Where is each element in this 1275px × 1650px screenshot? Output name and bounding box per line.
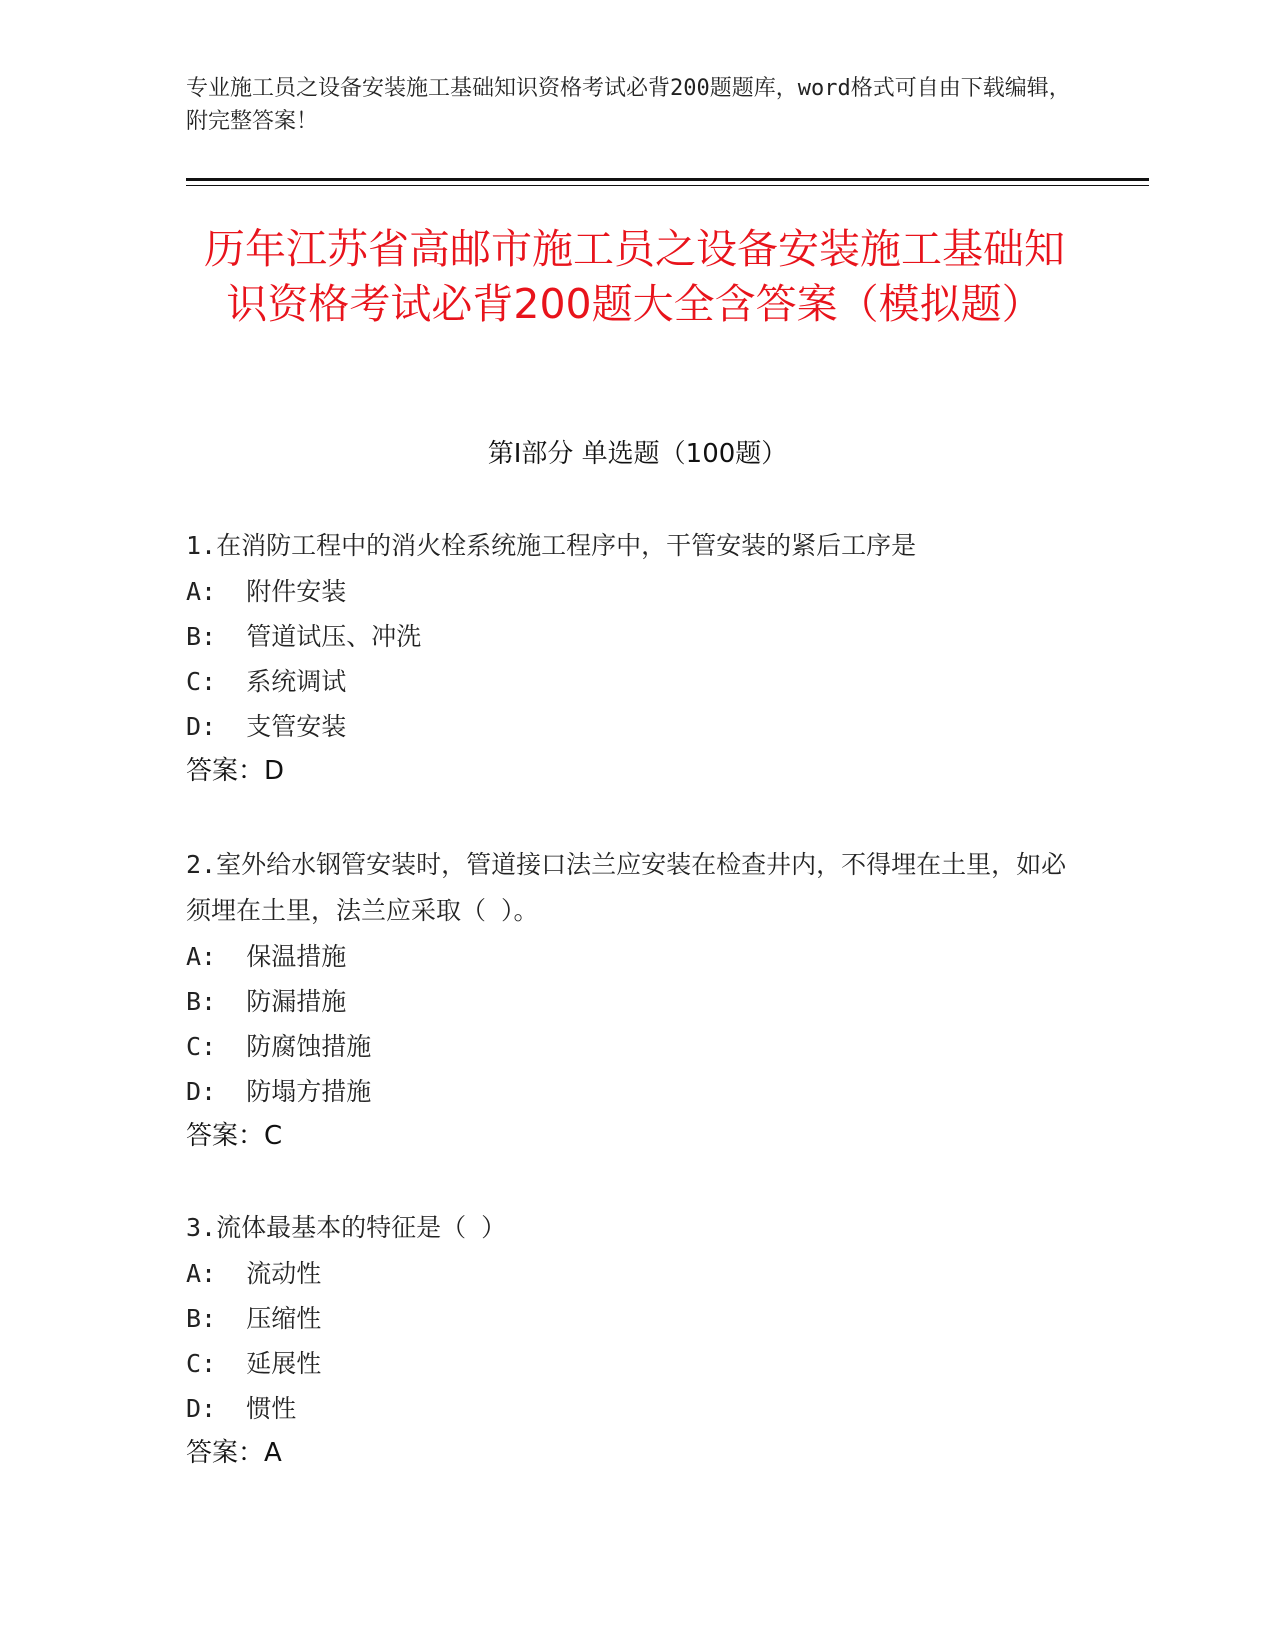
option-b: B: 压缩性	[186, 1304, 322, 1333]
option-d: D: 惯性	[186, 1394, 297, 1423]
header-divider-thin	[186, 185, 1149, 186]
option-a: A: 流动性	[186, 1259, 322, 1288]
option-d: D: 支管安装	[186, 712, 347, 741]
option-c: C: 防腐蚀措施	[186, 1032, 372, 1061]
question-block	[186, 523, 1086, 794]
option-b: B: 管道试压、冲洗	[186, 622, 422, 651]
question-block	[186, 842, 1086, 1159]
header-note: 专业施工员之设备安装施工基础知识资格考试必背200题题库，word格式可自由下载编辑，附完整答案！	[186, 76, 1071, 134]
document-title: 历年江苏省高邮市施工员之设备安装施工基础知识资格考试必背200题大全含答案（模拟题）	[204, 225, 1065, 328]
question-stem: 3.流体最基本的特征是（ ）	[186, 1213, 507, 1242]
answer-line: 答案：C	[186, 1121, 283, 1151]
option-a: A: 保温措施	[186, 942, 347, 971]
option-c: C: 系统调试	[186, 667, 347, 696]
header-divider-thick	[186, 178, 1149, 181]
option-c: C: 延展性	[186, 1349, 322, 1378]
question-block	[186, 1205, 1086, 1476]
option-d: D: 防塌方措施	[186, 1077, 372, 1106]
option-b: B: 防漏措施	[186, 987, 347, 1016]
answer-line: 答案：A	[186, 1438, 282, 1468]
option-a: A: 附件安装	[186, 577, 347, 606]
question-stem: 1.在消防工程中的消火栓系统施工程序中，干管安装的紧后工序是	[186, 531, 917, 560]
question-stem: 2.室外给水钢管安装时，管道接口法兰应安装在检查井内，不得埋在土里，如必须埋在土里，法兰应采取（ ）。	[186, 850, 1067, 925]
answer-line: 答案：D	[186, 756, 285, 786]
section-heading: 第I部分 单选题（100题）	[487, 439, 788, 469]
